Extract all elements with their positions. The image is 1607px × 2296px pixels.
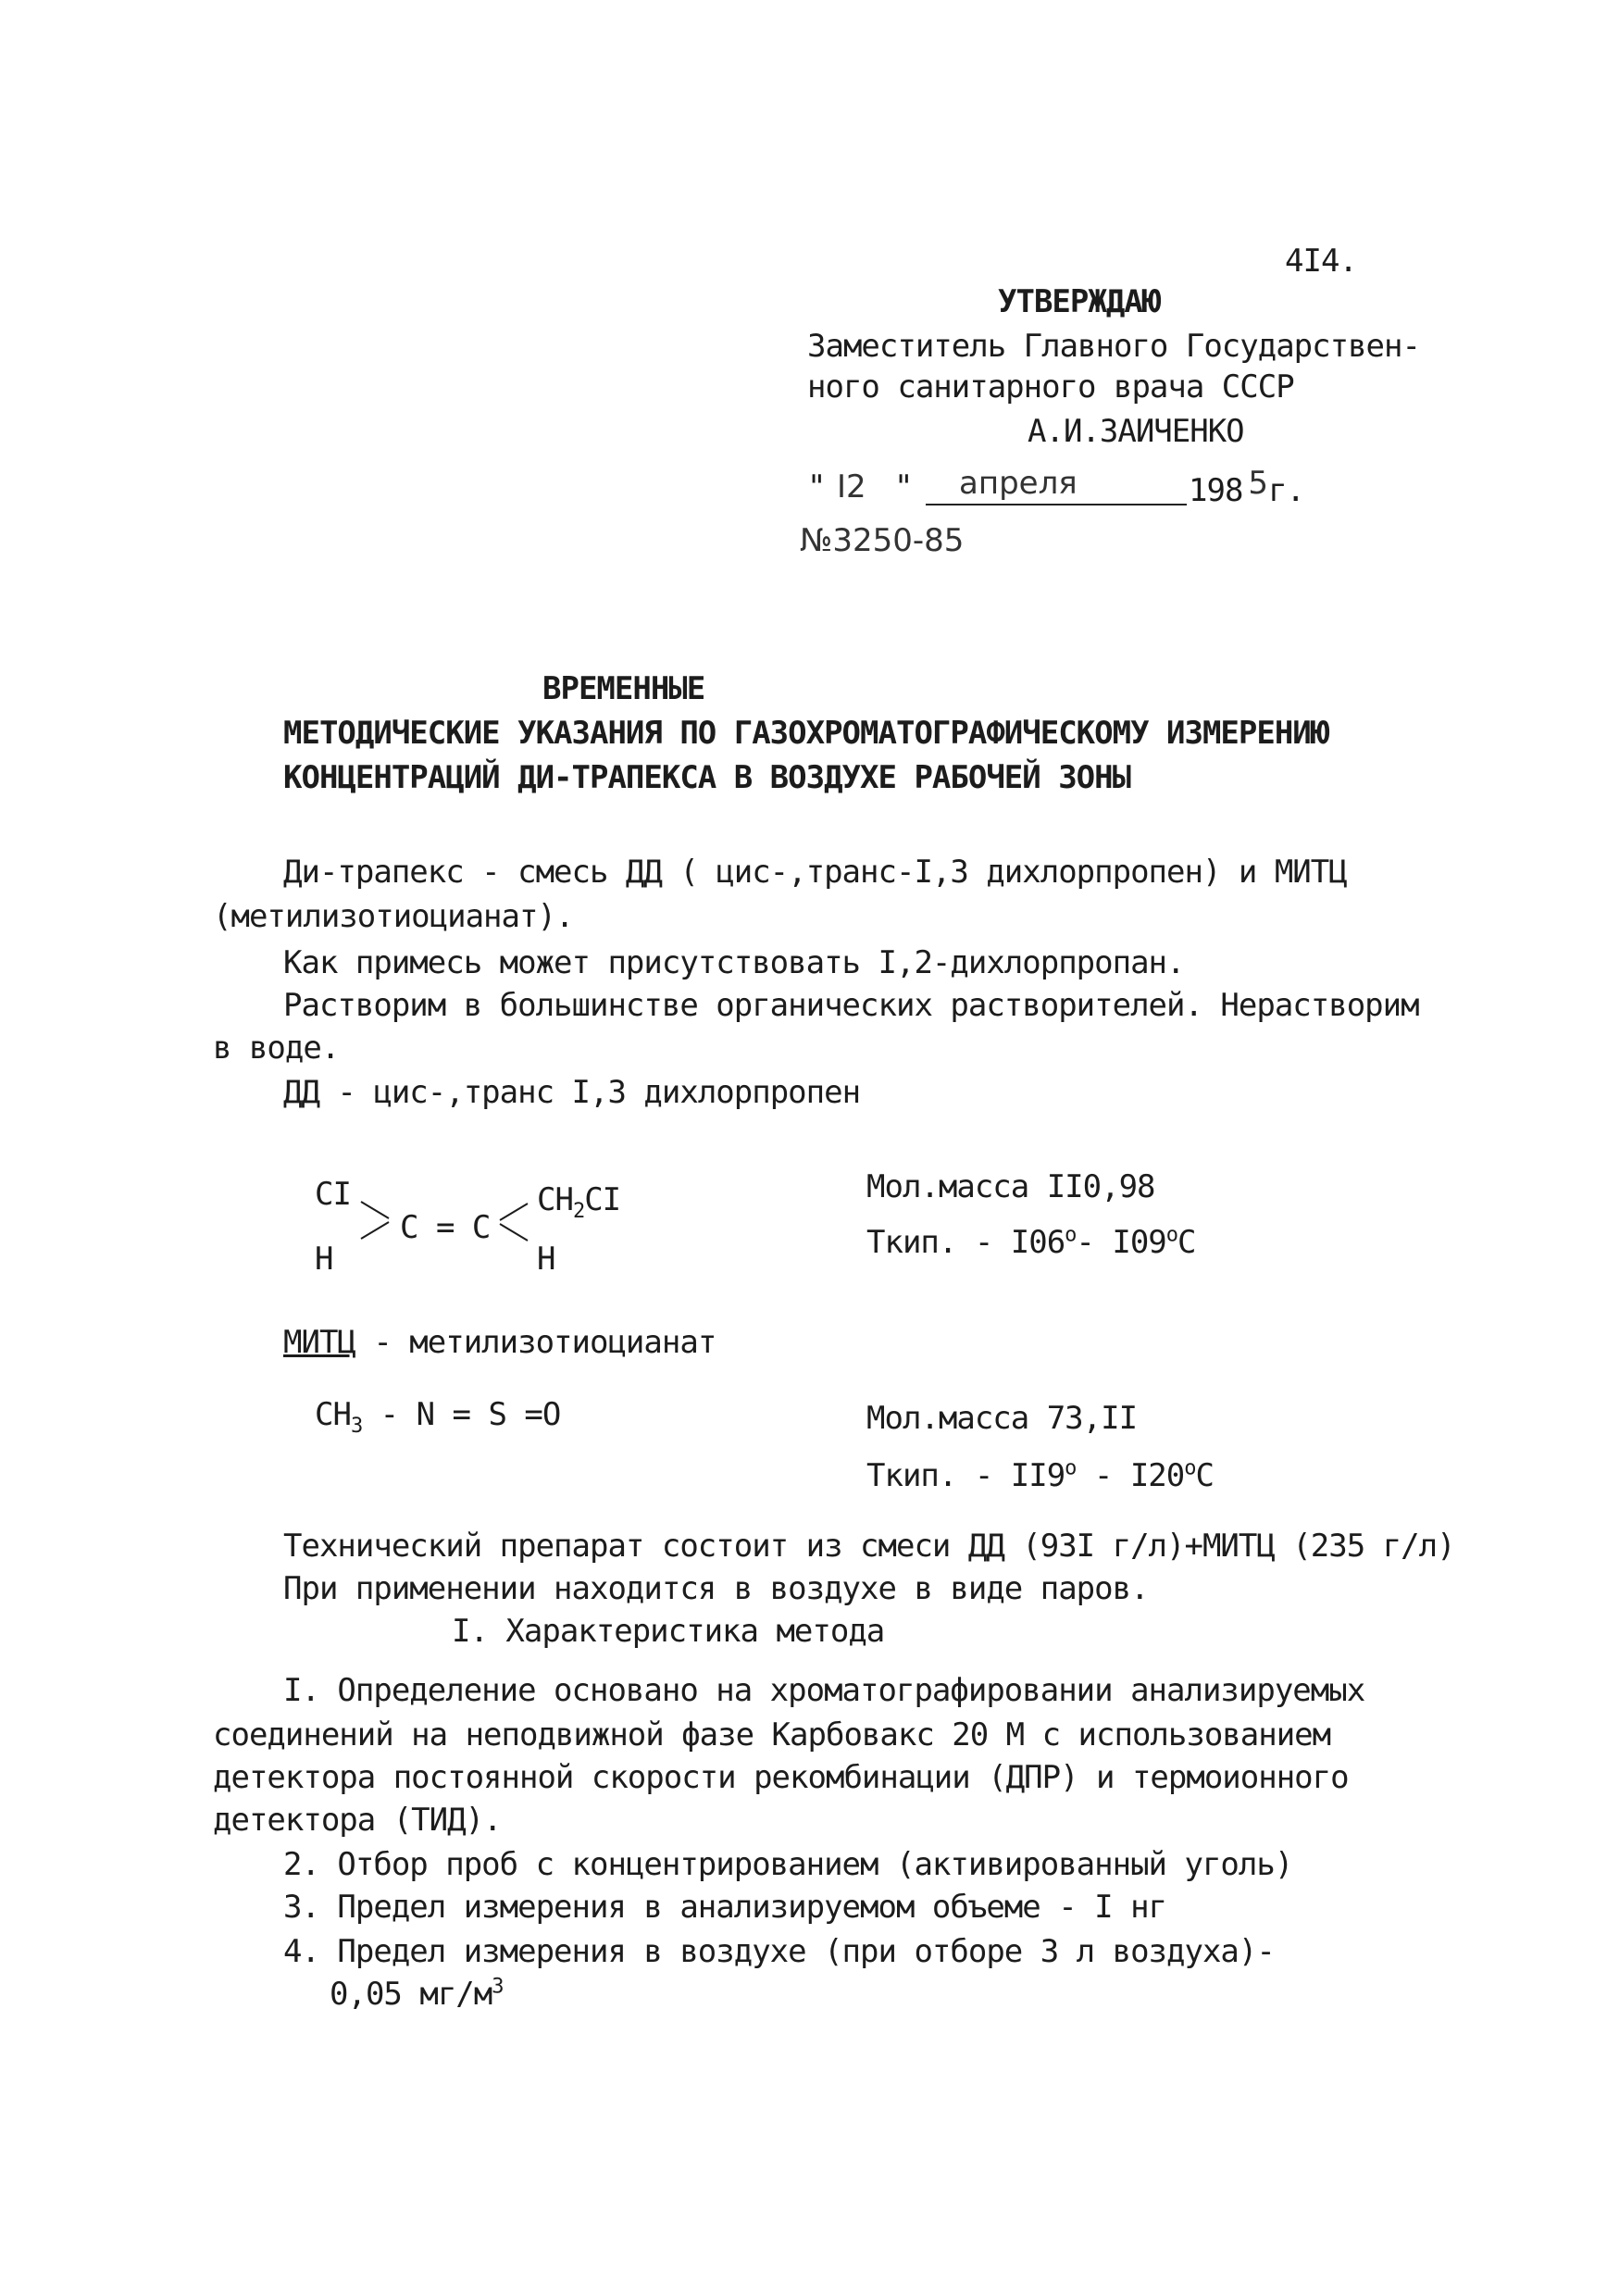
- celsius: C: [1177, 1224, 1196, 1261]
- approval-date-open-quote: ": [807, 468, 826, 505]
- approval-line-2: ного санитарного врача СССР: [807, 368, 1294, 406]
- boil-start: Ткип. - I06: [866, 1224, 1065, 1261]
- intro-dd-definition: [283, 1074, 860, 1111]
- intro-p3-line1: Растворим в большинстве органических растворителей. Нерастворим: [283, 987, 1419, 1024]
- year-digit: 5: [1248, 465, 1269, 502]
- intro-p1-line1: Ди-трапекс - смесь ДД ( цис-,транс-I,3 дихлорпропен) и МИТЦ: [283, 854, 1347, 891]
- degree-2: o: [1165, 1223, 1178, 1247]
- dd-boiling-point: [866, 1224, 1196, 1261]
- section-1-item-3: 3. Предел измерения в анализируемом объеме - I нг: [283, 1889, 1167, 1926]
- ch-text: CH: [537, 1181, 573, 1218]
- intro-p2: Как примесь может присутствовать I,2-дихлорпропан.: [283, 944, 1185, 981]
- boil-start: Ткип. - II9: [866, 1457, 1065, 1494]
- degree-2: o: [1184, 1456, 1196, 1480]
- degree-1: o: [1065, 1223, 1077, 1247]
- mitc-boiling-point: [866, 1457, 1214, 1494]
- mitc-formula: [315, 1396, 561, 1438]
- formula-h-right: H: [537, 1241, 555, 1278]
- approval-date-year: [1189, 465, 1305, 509]
- formula-c-eq-c: C = C: [400, 1209, 491, 1246]
- approval-doc-number: №3250-85: [800, 522, 965, 559]
- formula-ch2cl: [537, 1181, 621, 1223]
- approval-line-1: Заместитель Главного Государствен-: [807, 328, 1420, 365]
- intro-p1-line2: (метилизотиоцианат).: [213, 898, 574, 935]
- intro-p3-line2: в воде.: [213, 1029, 340, 1067]
- ch3-subscript: 3: [350, 1414, 363, 1438]
- section-1-item-4-line-2: [330, 1976, 503, 2013]
- approval-date-close-quote: ": [894, 468, 913, 505]
- page-number: 4I4.: [1285, 243, 1357, 280]
- celsius: C: [1195, 1457, 1214, 1494]
- date-underline: [926, 504, 1187, 505]
- boil-end: - I20: [1076, 1457, 1185, 1494]
- section-1-item-4-line-1: 4. Предел измерения в воздухе (при отборе 3 л воздуха)-: [283, 1933, 1275, 1970]
- tech-line-2: При применении находится в воздухе в виде паров.: [283, 1570, 1149, 1607]
- year-suffix: г.: [1268, 472, 1305, 509]
- boil-end: - I09: [1076, 1224, 1166, 1261]
- section-1-item-1-line-4: детектора (ТИД).: [213, 1802, 502, 1839]
- formula-rest: - N = S =O: [362, 1396, 561, 1433]
- mitc-molar-mass: Мол.масса 73,II: [866, 1400, 1138, 1437]
- approval-heading: УТВЕРЖДАЮ: [998, 283, 1161, 320]
- title-line-3: КОНЦЕНТРАЦИЙ ДИ-ТРАПЕКСА В ВОЗДУХЕ РАБОЧЕЙ ЗОНЫ: [283, 759, 1131, 796]
- approval-date-day: I2: [837, 468, 866, 505]
- formula-cl-left: CI: [315, 1176, 351, 1213]
- section-1-item-1-line-3: детектора постоянной скорости рекомбинации (ДПР) и термоионного: [213, 1759, 1349, 1796]
- ch2-subscript: 2: [572, 1199, 585, 1223]
- section-1-heading: I. Характеристика метода: [452, 1613, 885, 1650]
- formula-h-left: H: [315, 1241, 333, 1278]
- limit-value: 0,05 мг/м: [330, 1976, 492, 2013]
- dd-description: - цис-,транс I,3 дихлорпропен: [318, 1074, 861, 1111]
- degree-1: o: [1065, 1456, 1077, 1480]
- mitc-definition: [283, 1324, 716, 1361]
- mitc-abbreviation: МИТЦ: [283, 1324, 355, 1361]
- cl-text: CI: [584, 1181, 621, 1218]
- title-line-2: МЕТОДИЧЕСКИЕ УКАЗАНИЯ ПО ГАЗОХРОМАТОГРАФИЧЕСКОМУ ИЗМЕРЕНИЮ: [283, 715, 1329, 752]
- cubic-superscript: 3: [492, 1975, 504, 1999]
- year-prefix: 198: [1189, 472, 1243, 509]
- dd-molar-mass: Мол.масса II0,98: [866, 1168, 1155, 1205]
- tech-line-1: Технический препарат состоит из смеси ДД (93I г/л)+МИТЦ (235 г/л): [283, 1528, 1455, 1565]
- dd-abbreviation: ДД: [283, 1074, 319, 1111]
- title-line-1: ВРЕМЕННЫЕ: [542, 670, 705, 707]
- approval-name: А.И.ЗАИЧЕНКО: [1028, 413, 1244, 450]
- section-1-item-1-line-1: I. Определение основано на хроматографировании анализируемых: [283, 1672, 1365, 1709]
- section-1-item-1-line-2: соединений на неподвижной фазе Карбовакс 20 М с использованием: [213, 1716, 1331, 1753]
- mitc-description: - метилизотиоцианат: [355, 1324, 716, 1361]
- ch-text: CH: [315, 1396, 351, 1433]
- approval-date-month: апреля: [959, 465, 1078, 502]
- section-1-item-2: 2. Отбор проб с концентрированием (активированный уголь): [283, 1846, 1293, 1883]
